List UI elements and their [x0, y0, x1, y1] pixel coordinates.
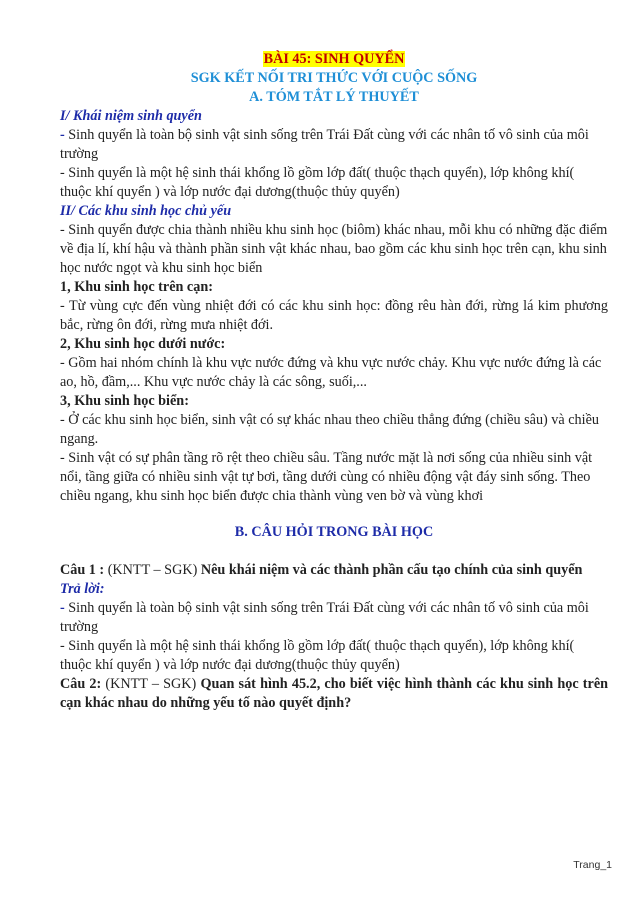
sub3-title: 3, Khu sinh học biển: — [60, 393, 189, 409]
sub2-title: 2, Khu sinh học dưới nước: — [60, 336, 226, 352]
part1-dash: - — [60, 127, 65, 143]
sub2-text: - Gồm hai nhóm chính là khu vực nước đứng và khu vực nước chảy. Khu vực nước đứng là các ao, hồ, đầm,... Khu vực nước chảy là các sông, suối,... — [60, 355, 602, 390]
section-b-title: B. CÂU HỎI TRONG BÀI HỌC — [234, 524, 434, 540]
document-content — [60, 50, 608, 713]
answer-dash: - — [60, 600, 65, 616]
part1-heading: I/ Khái niệm sinh quyển — [60, 108, 202, 124]
question-2 — [60, 675, 608, 713]
answer-line2: - Sinh quyển là một hệ sinh thái khổng lồ gồm lớp đất( thuộc thạch quyển), lớp không khí( thuộc khí quyển ) và lớp nước đại dương(thuộc thủy quyển) — [60, 638, 575, 673]
part2-intro: - Sinh quyển được chia thành nhiều khu sinh học (biôm) khác nhau, mỗi khu có những đặc điểm về địa lí, khí hậu và thành phần sinh vật khác nhau, bao gồm các khu sinh học trên cạn, khu sinh học nước ngọt và khu sinh học biển — [60, 222, 608, 276]
question-2-source: (KNTT – SGK) — [105, 676, 201, 692]
lesson-title: BÀI 45: SINH QUYỂN — [263, 51, 405, 67]
question-2-text: Quan sát hình 45.2, cho biết việc hình thành các khu sinh học trên cạn khác nhau do những yếu tố nào quyết định? — [60, 676, 609, 711]
part2-heading: II/ Các khu sinh học chủ yếu — [60, 203, 232, 219]
sub1-text: - Từ vùng cực đến vùng nhiệt đới có các khu sinh học: đồng rêu hàn đới, rừng lá kim phương bắc, rừng ôn đới, rừng mưa nhiệt đới. — [60, 298, 608, 333]
question-1 — [60, 561, 608, 580]
question-1-text: Nêu khái niệm và các thành phần cấu tạo chính của sinh quyển — [200, 562, 583, 578]
answer-label: Trả lời: — [60, 581, 105, 597]
question-2-label: Câu 2: — [60, 676, 106, 692]
answer-line1: - Sinh quyển là toàn bộ sinh vật sinh sống trên Trái Đất cùng với các nhân tố vô sinh của môi trường — [60, 600, 589, 635]
page-number: Trang_1 — [573, 859, 612, 871]
question-1-source: (KNTT – SGK) — [107, 562, 201, 578]
sub3-text2: - Sinh vật có sự phân tầng rõ rệt theo chiều sâu. Tầng nước mặt là nơi sống của nhiều sinh vật nổi, tầng giữa có nhiều sinh vật tự bơi, tầng dưới cùng có nhiều động vật đáy sinh sống. Theo chiều ngang, khu sinh học biển được chia thành vùng ven bờ và vùng khơi — [60, 450, 593, 504]
sub1-title: 1, Khu sinh học trên cạn: — [60, 279, 213, 295]
section-a-title: A. TÓM TẮT LÝ THUYẾT — [249, 89, 419, 105]
textbook-subtitle: SGK KẾT NỐI TRI THỨC VỚI CUỘC SỐNG — [190, 70, 478, 86]
sub3-text1: - Ở các khu sinh học biển, sinh vật có sự khác nhau theo chiều thẳng đứng (chiều sâu) và chiều ngang. — [60, 412, 599, 447]
part1-line2: - Sinh quyển là một hệ sinh thái khổng lồ gồm lớp đất( thuộc thạch quyển), lớp không khí( thuộc khí quyển ) và lớp nước đại dương(thuộc thủy quyển) — [60, 165, 575, 200]
question-1-label: Câu 1 : — [60, 562, 108, 578]
part1-line1: - Sinh quyển là toàn bộ sinh vật sinh sống trên Trái Đất cùng với các nhân tố vô sinh của môi trường — [60, 127, 589, 162]
